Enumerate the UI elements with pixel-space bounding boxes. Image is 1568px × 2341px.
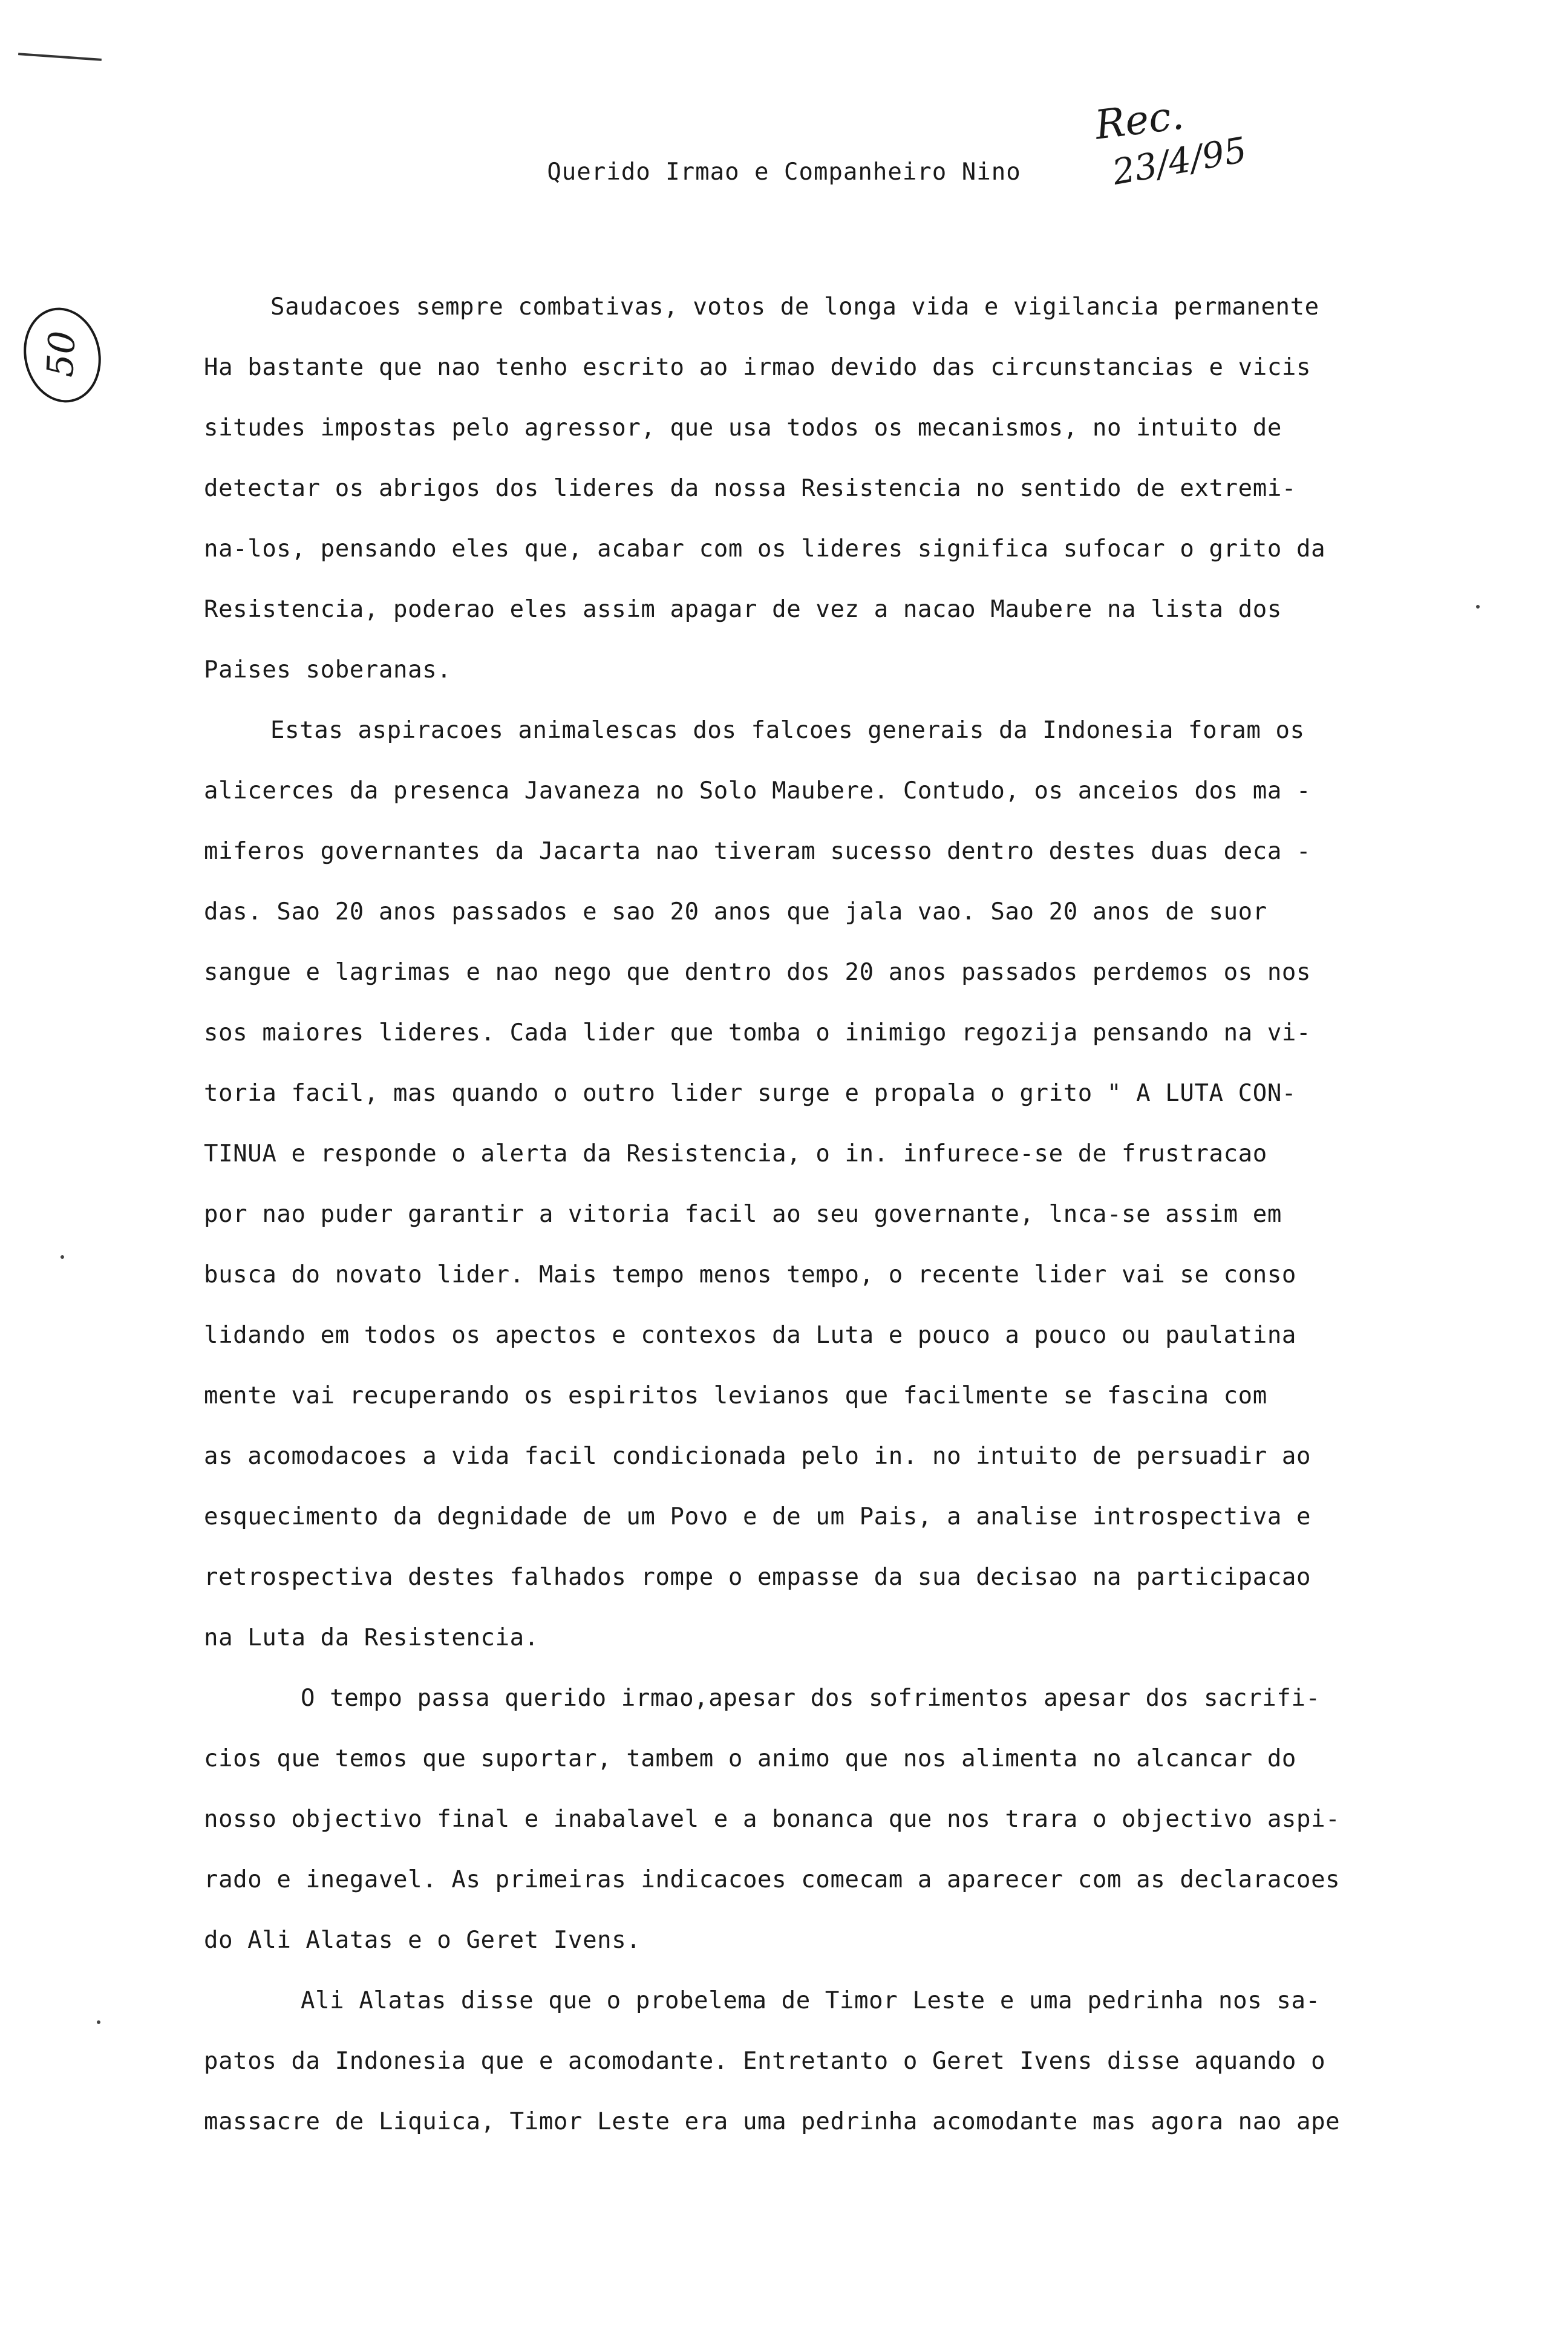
text-line: na Luta da Resistencia.: [204, 1624, 539, 1651]
scan-speck: [1476, 605, 1480, 609]
text-line: massacre de Liquica, Timor Leste era uma pedrinha acomodante mas agora nao ape: [204, 2108, 1341, 2135]
letter-salutation: Querido Irmao e Companheiro Nino: [547, 158, 1021, 186]
text-line: alicerces da presenca Javaneza no Solo Maubere. Contudo, os anceios dos ma -: [204, 777, 1312, 805]
text-line: do Ali Alatas e o Geret Ivens.: [204, 1927, 641, 1954]
text-line: TINUA e responde o alerta da Resistencia, o in. infurece-se de frustracao: [204, 1140, 1267, 1167]
text-line: toria facil, mas quando o outro lider surge e propala o grito " A LUTA CON-: [204, 1080, 1296, 1107]
text-line: Ali Alatas disse que o probelema de Timor Leste e uma pedrinha nos sa-: [301, 1987, 1321, 2014]
text-line: sangue e lagrimas e nao nego que dentro dos 20 anos passados perdemos os nos: [204, 959, 1312, 986]
scan-mark: [18, 53, 102, 61]
handwritten-received-note: [1089, 91, 1307, 224]
text-line: por nao puder garantir a vitoria facil ao seu governante, lnca-se assim em: [204, 1201, 1282, 1228]
scan-speck: [60, 1255, 64, 1259]
circled-number-text: 50: [39, 330, 84, 379]
text-line: Estas aspiracoes animalescas dos falcoes generais da Indonesia foram os: [270, 717, 1305, 744]
letter-body: [204, 277, 1383, 2152]
circled-page-number: [15, 301, 109, 410]
text-line: esquecimento da degnidade de um Povo e de um Pais, a analise introspectiva e: [204, 1503, 1312, 1530]
text-line: busca do novato lider. Mais tempo menos tempo, o recente lider vai se conso: [204, 1261, 1296, 1288]
scan-speck: [97, 2020, 100, 2024]
text-line: mente vai recuperando os espiritos levianos que facilmente se fascina com: [204, 1382, 1267, 1409]
text-line: Paises soberanas.: [204, 656, 452, 684]
text-line: Resistencia, poderao eles assim apagar de vez a nacao Maubere na lista dos: [204, 596, 1282, 623]
text-line: nosso objectivo final e inabalavel e a bonanca que nos trara o objectivo aspi-: [204, 1806, 1341, 1833]
text-line: as acomodacoes a vida facil condicionada pelo in. no intuito de persuadir ao: [204, 1443, 1312, 1470]
text-line: rado e inegavel. As primeiras indicacoes comecam a aparecer com as declaracoes: [204, 1866, 1341, 1893]
text-line: sos maiores lideres. Cada lider que tomba o inimigo regozija pensando na vi-: [204, 1019, 1312, 1046]
text-line: detectar os abrigos dos lideres da nossa Resistencia no sentido de extremi-: [204, 475, 1296, 502]
text-line: lidando em todos os apectos e contexos da Luta e pouco a pouco ou paulatina: [204, 1322, 1296, 1349]
text-line: O tempo passa querido irmao,apesar dos sofrimentos apesar dos sacrifi-: [301, 1685, 1321, 1712]
text-line: Saudacoes sempre combativas, votos de longa vida e vigilancia permanente: [270, 293, 1319, 321]
text-line: cios que temos que suportar, tambem o animo que nos alimenta no alcancar do: [204, 1745, 1296, 1772]
text-line: situdes impostas pelo agressor, que usa todos os mecanismos, no intuito de: [204, 414, 1282, 442]
handwritten-received-date: 23/4/95: [1109, 129, 1250, 193]
text-line: Ha bastante que nao tenho escrito ao irmao devido das circunstancias e vicis: [204, 354, 1312, 381]
text-line: das. Sao 20 anos passados e sao 20 anos que jala vao. Sao 20 anos de suor: [204, 898, 1267, 926]
text-line: miferos governantes da Jacarta nao tiveram sucesso dentro destes duas deca -: [204, 838, 1312, 865]
text-line: na-los, pensando eles que, acabar com os lideres significa sufocar o grito da: [204, 535, 1326, 563]
text-line: patos da Indonesia que e acomodante. Entretanto o Geret Ivens disse aquando o: [204, 2048, 1326, 2075]
handwritten-received-label: Rec.: [1092, 91, 1186, 149]
text-line: retrospectiva destes falhados rompe o empasse da sua decisao na participacao: [204, 1564, 1312, 1591]
